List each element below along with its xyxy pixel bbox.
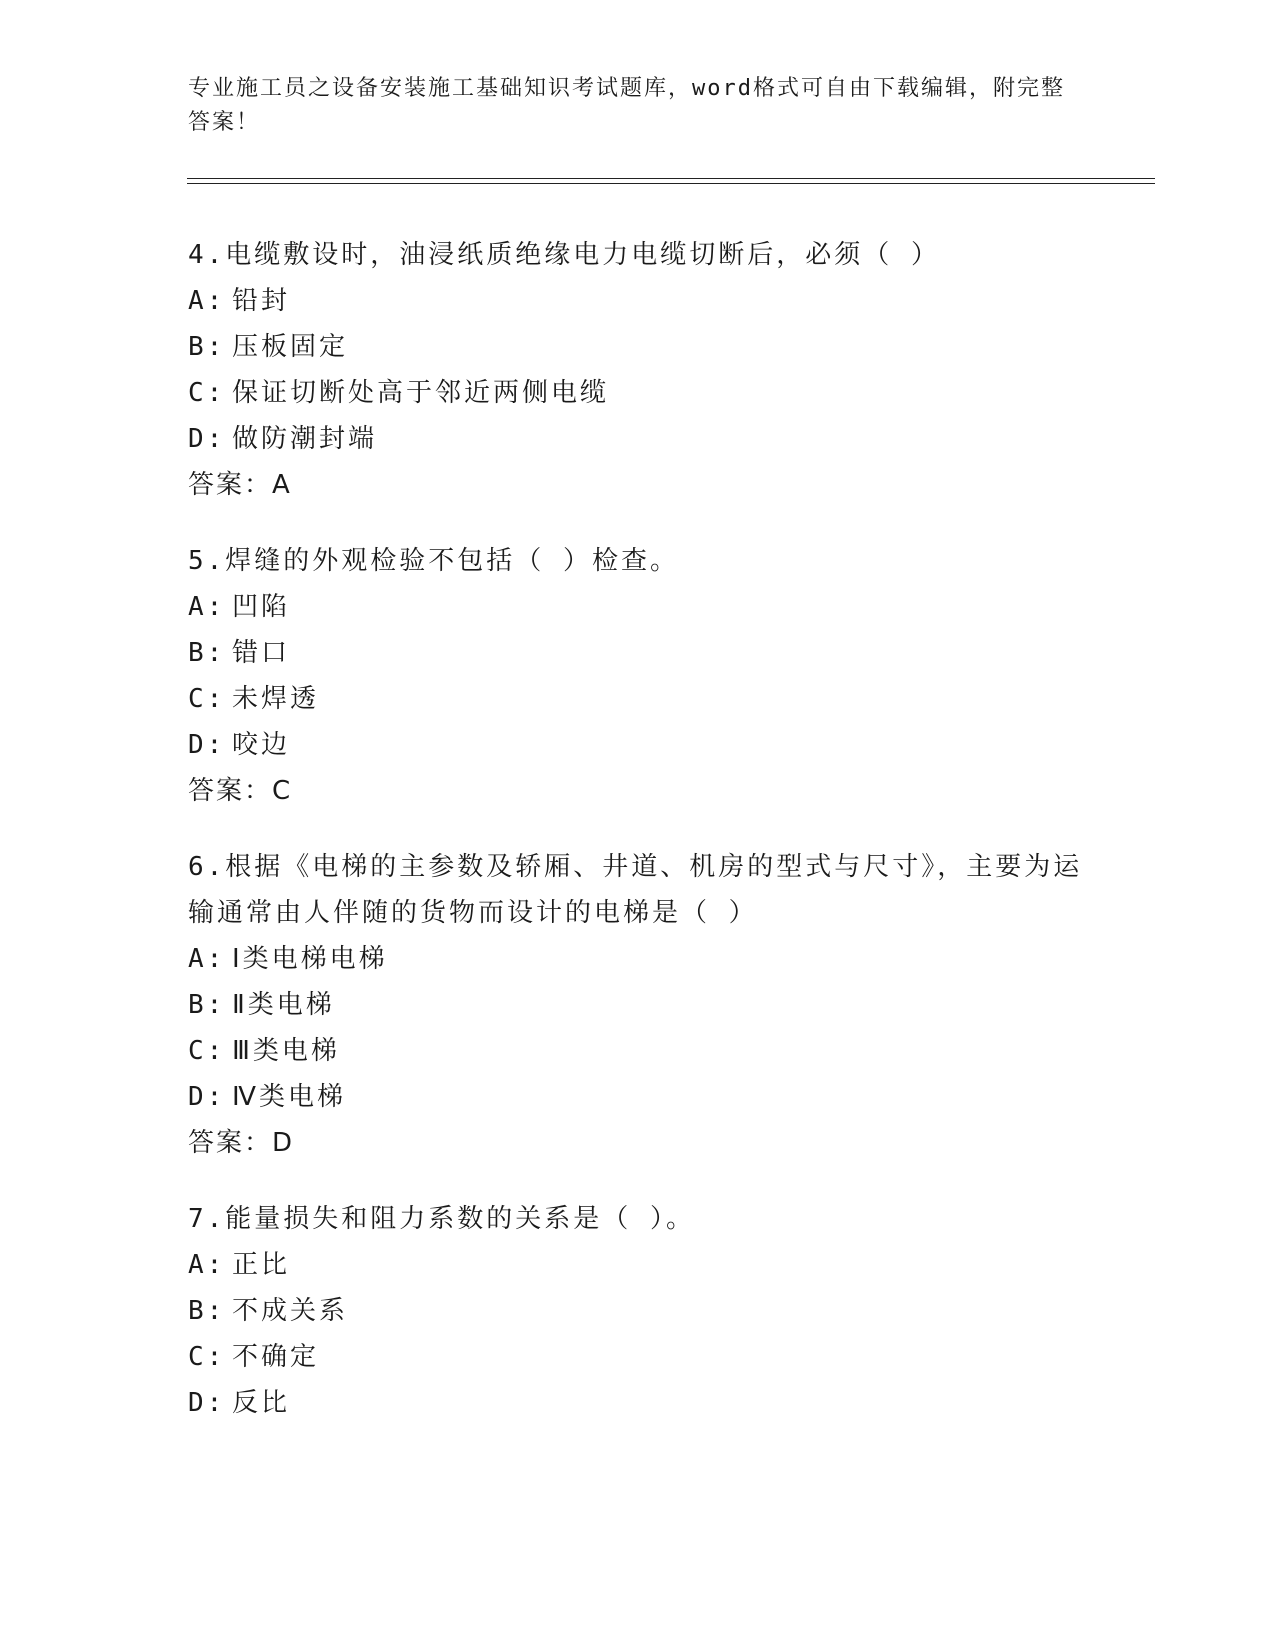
question-text: 4.电缆敷设时，油浸纸质绝缘电力电缆切断后，必须（ ） xyxy=(188,240,940,270)
option-letter: D: xyxy=(188,1082,226,1112)
option-text: 不确定 xyxy=(232,1342,320,1372)
option-c xyxy=(188,370,1088,416)
option-c xyxy=(188,1028,1088,1074)
option-text: Ⅱ类电梯 xyxy=(232,990,335,1020)
option-a xyxy=(188,584,1088,630)
answer-label: 答案：D xyxy=(188,1128,295,1158)
option-letter: B: xyxy=(188,332,226,362)
option-b xyxy=(188,630,1088,676)
question-text: 7.能量损失和阻力系数的关系是（ ）。 xyxy=(188,1204,695,1234)
option-b xyxy=(188,1288,1088,1334)
option-letter: C: xyxy=(188,1342,226,1372)
option-text: Ⅰ类电梯电梯 xyxy=(232,944,388,974)
header-divider-top xyxy=(187,178,1155,179)
option-d xyxy=(188,416,1088,462)
option-letter: A: xyxy=(188,944,226,974)
option-d xyxy=(188,1074,1088,1120)
option-text: 保证切断处高于邻近两侧电缆 xyxy=(232,378,610,408)
option-text: Ⅳ类电梯 xyxy=(232,1082,346,1112)
option-letter: B: xyxy=(188,990,226,1020)
option-d xyxy=(188,722,1088,768)
option-letter: A: xyxy=(188,286,226,316)
question-list xyxy=(188,232,1088,1456)
question-7 xyxy=(188,1196,1088,1426)
option-text: 反比 xyxy=(232,1388,291,1418)
option-letter: C: xyxy=(188,378,226,408)
option-letter: D: xyxy=(188,1388,226,1418)
header-divider-bottom xyxy=(187,183,1155,184)
option-letter: A: xyxy=(188,592,226,622)
option-text: 咬边 xyxy=(232,730,291,760)
question-4 xyxy=(188,232,1088,508)
option-letter: D: xyxy=(188,730,226,760)
question-text: 6.根据《电梯的主参数及轿厢、井道、机房的型式与尺寸》，主要为运输通常由人伴随的货物而设计的电梯是（ ） xyxy=(188,852,1083,928)
option-c xyxy=(188,676,1088,722)
option-text: 铅封 xyxy=(232,286,291,316)
question-6 xyxy=(188,844,1088,1166)
option-text: 错口 xyxy=(232,638,291,668)
option-text: 压板固定 xyxy=(232,332,349,362)
answer-label: 答案：A xyxy=(188,470,292,500)
option-a xyxy=(188,1242,1088,1288)
option-letter: A: xyxy=(188,1250,226,1280)
option-letter: D: xyxy=(188,424,226,454)
option-letter: B: xyxy=(188,1296,226,1326)
option-letter: C: xyxy=(188,1036,226,1066)
option-a xyxy=(188,936,1088,982)
option-letter: B: xyxy=(188,638,226,668)
option-d xyxy=(188,1380,1088,1426)
option-text: 未焊透 xyxy=(232,684,320,714)
option-text: 正比 xyxy=(232,1250,291,1280)
option-letter: C: xyxy=(188,684,226,714)
document-header: 专业施工员之设备安装施工基础知识考试题库，word格式可自由下载编辑，附完整答案！ xyxy=(188,76,1065,135)
option-text: Ⅲ类电梯 xyxy=(232,1036,340,1066)
option-text: 凹陷 xyxy=(232,592,291,622)
option-text: 做防潮封端 xyxy=(232,424,378,454)
answer-label: 答案：C xyxy=(188,776,293,806)
option-a xyxy=(188,278,1088,324)
option-b xyxy=(188,982,1088,1028)
option-c xyxy=(188,1334,1088,1380)
option-text: 不成关系 xyxy=(232,1296,349,1326)
question-5 xyxy=(188,538,1088,814)
question-text: 5.焊缝的外观检验不包括（ ）检查。 xyxy=(188,546,679,576)
option-b xyxy=(188,324,1088,370)
